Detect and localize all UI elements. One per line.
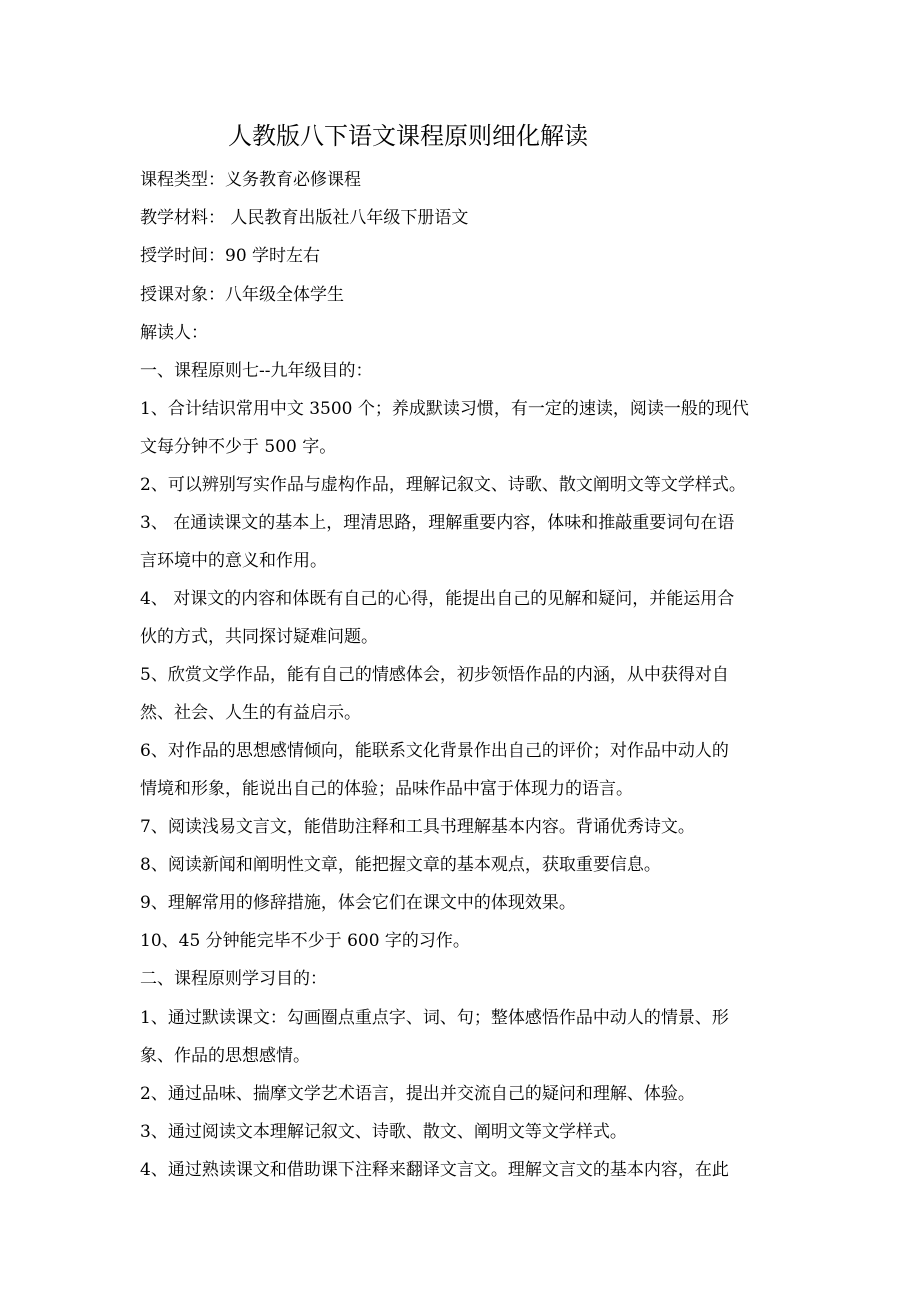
paragraph-line: 1、合计结识常用中文 3500 个；养成默读习惯，有一定的速读，阅读一般的现代 [140, 399, 749, 419]
paragraph-line: 言环境中的意义和作用。 [140, 551, 327, 571]
paragraph-line: 3、通过阅读文本理解记叙文、诗歌、散文、阐明文等文学样式。 [140, 1122, 627, 1142]
paragraph-line: 象、作品的思想感情。 [140, 1046, 310, 1066]
meta-interpreter: 解读人： [140, 323, 208, 343]
paragraph-line: 4、通过熟读课文和借助课下注释来翻译文言文。理解文言文的基本内容，在此 [140, 1160, 729, 1180]
paragraph-line: 伙的方式，共同探讨疑难问题。 [140, 627, 378, 647]
paragraph-line: 2、可以辨别写实作品与虚构作品，理解记叙文、诗歌、散文阐明文等文学样式。 [140, 475, 746, 495]
meta-teaching-hours: 授学时间：90 学时左右 [140, 246, 321, 266]
paragraph-line: 7、阅读浅易文言文，能借助注释和工具书理解基本内容。背诵优秀诗文。 [140, 817, 695, 837]
paragraph-line: 1、通过默读课文：勾画圈点重点字、词、句；整体感悟作品中动人的情景、形 [140, 1008, 729, 1028]
section-heading-2: 二、课程原则学习目的： [140, 969, 327, 989]
meta-audience: 授课对象：八年级全体学生 [140, 285, 344, 305]
meta-teaching-material: 教学材料： 人民教育出版社八年级下册语文 [140, 208, 469, 228]
document-title: 人教版八下语文课程原则细化解读 [228, 122, 588, 150]
section-heading-1: 一、课程原则七--九年级目的： [140, 361, 373, 381]
paragraph-line: 2、通过品味、揣摩文学艺术语言，提出并交流自己的疑问和理解、体验。 [140, 1084, 695, 1104]
paragraph-line: 5、欣赏文学作品，能有自己的情感体会，初步领悟作品的内涵，从中获得对自 [140, 665, 729, 685]
paragraph-line: 10、45 分钟能完毕不少于 600 字的习作。 [140, 931, 470, 951]
paragraph-line: 3、 在通读课文的基本上，理清思路，理解重要内容，体味和推敲重要词句在语 [140, 513, 735, 533]
paragraph-line: 6、对作品的思想感情倾向，能联系文化背景作出自己的评价；对作品中动人的 [140, 741, 729, 761]
paragraph-line: 文每分钟不少于 500 字。 [140, 437, 337, 457]
paragraph-line: 9、理解常用的修辞措施，体会它们在课文中的体现效果。 [140, 893, 576, 913]
paragraph-line: 情境和形象，能说出自己的体验；品味作品中富于体现力的语言。 [140, 779, 633, 799]
paragraph-line: 然、社会、人生的有益启示。 [140, 703, 361, 723]
paragraph-line: 8、阅读新闻和阐明性文章，能把握文章的基本观点，获取重要信息。 [140, 855, 661, 875]
paragraph-line: 4、 对课文的内容和体既有自己的心得，能提出自己的见解和疑问，并能运用合 [140, 589, 735, 609]
meta-course-type: 课程类型：义务教育必修课程 [140, 170, 361, 190]
